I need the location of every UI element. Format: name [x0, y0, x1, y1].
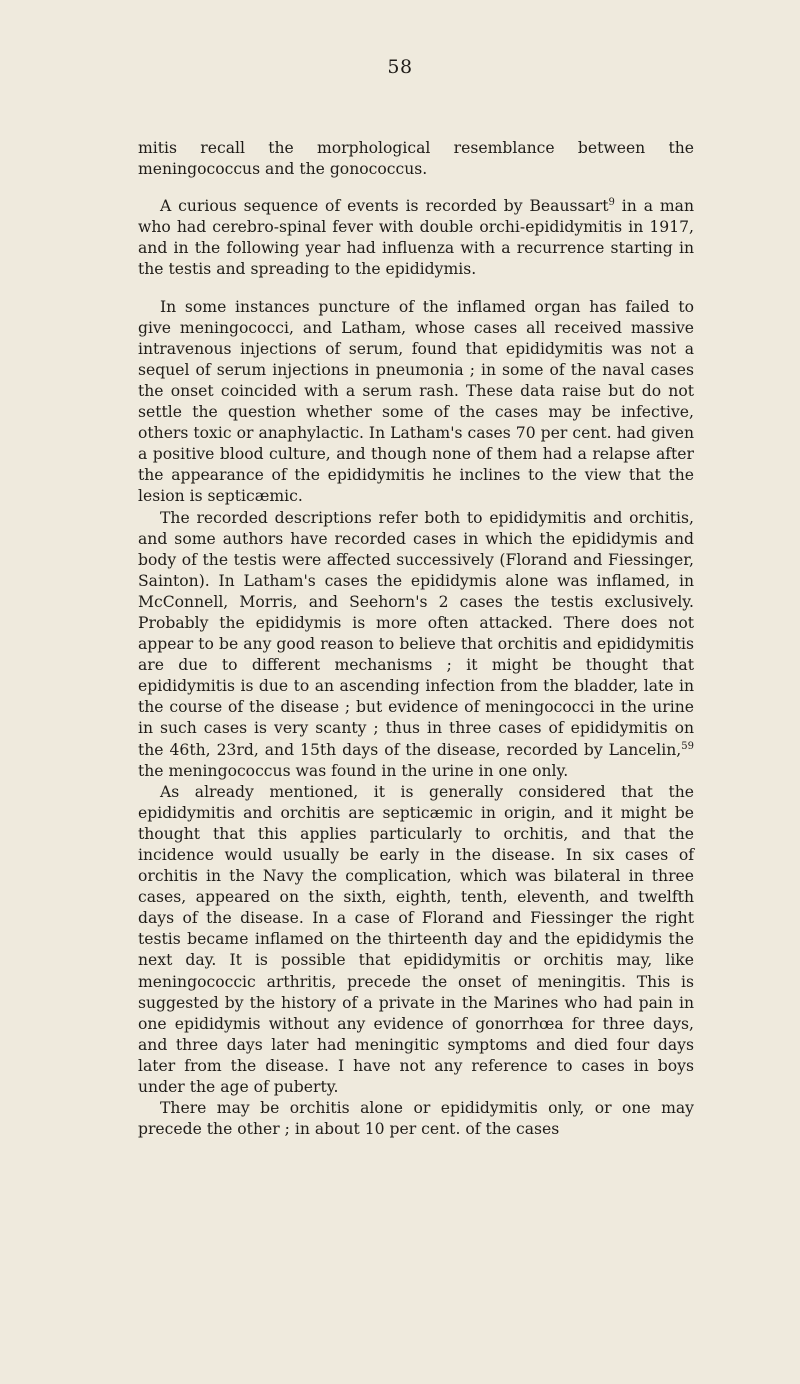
footnote-reference: 9: [608, 197, 615, 209]
paragraph-text: in a man who had cerebro-spinal fever with double orchi-epididymitis in 1917, and in the following year had influenza with a recurrence starting in the testis and spreading to the epididymis.: [138, 197, 695, 279]
paragraph: As already mentioned, it is generally considered that the epididymitis and orchitis are septicæmic in origin, and it might be thought that this applies particularly to orchitis, and that the incidence would usually be early in the disease. In six cases of orchitis in the Navy the complication, which was bilateral in three cases, appeared on the sixth, eighth, tenth, eleventh, and twelfth days of the disease. In a case of Florand and Fiessinger the right testis became inflamed on the thirteenth day and the epididymis the next day. It is possible that epididymitis or orchitis may, like meningococcic arthritis, precede the onset of meningitis. This is suggested by the history of a private in the Marines who had pain in one epididymis without any evidence of gonorrhœa for three days, and three days later had meningitic symptoms and died four days later from the disease. I have not any reference to cases in boys under the age of puberty.: [138, 782, 694, 1097]
paragraph: [138, 508, 694, 782]
paragraph: mitis recall the morphological resemblance between the meningococcus and the gonococcus.: [138, 139, 694, 179]
paragraph: [138, 196, 694, 280]
paragraph-text: the meningococcus was found in the urine in one only.: [138, 761, 569, 780]
paragraph-text: The recorded descriptions refer both to epididymitis and orchitis, and some authors have recorded cases in which the epididymis and body of the testis were affected successively (Florand and Fiessinger, Sainton). In Latham's cases the epididymis alone was inflamed, in McConnell, Morris, and Seehorn's 2 cases the testis exclusively. Probably the epididymis is more often attacked. There does not appear to be any good reason to believe that orchitis and epididymitis are due to different mechanisms ; it might be thought that epididymitis is due to an ascending infection from the bladder, late in the course of the disease ; but evidence of meningococci in the urine in such cases is very scanty ; thus in three cases of epididymitis on the 46th, 23rd, and 15th days of the disease, recorded by Lancelin,: [138, 508, 694, 759]
paragraph-text: A curious sequence of events is recorded by Beaussart: [160, 197, 609, 216]
paragraph: There may be orchitis alone or epididymitis only, or one may precede the other ; in about 10 per cent. of the cases: [138, 1099, 694, 1139]
page-number: 58: [387, 56, 413, 78]
footnote-reference: 59: [681, 740, 694, 752]
body-text: [138, 138, 694, 1140]
paragraph: In some instances puncture of the inflamed organ has failed to give meningococci, and Latham, whose cases all received massive intravenous injections of serum, found that epididymitis was not a sequel of serum injections in pneumonia ; in some of the naval cases the onset coincided with a serum rash. These data raise but do not settle the question whether some of the cases may be infective, others toxic or anaphylactic. In Latham's cases 70 per cent. had given a positive blood culture, and though none of them had a relapse after the appearance of the epididymitis he inclines to the view that the lesion is septicæmic.: [138, 297, 694, 506]
